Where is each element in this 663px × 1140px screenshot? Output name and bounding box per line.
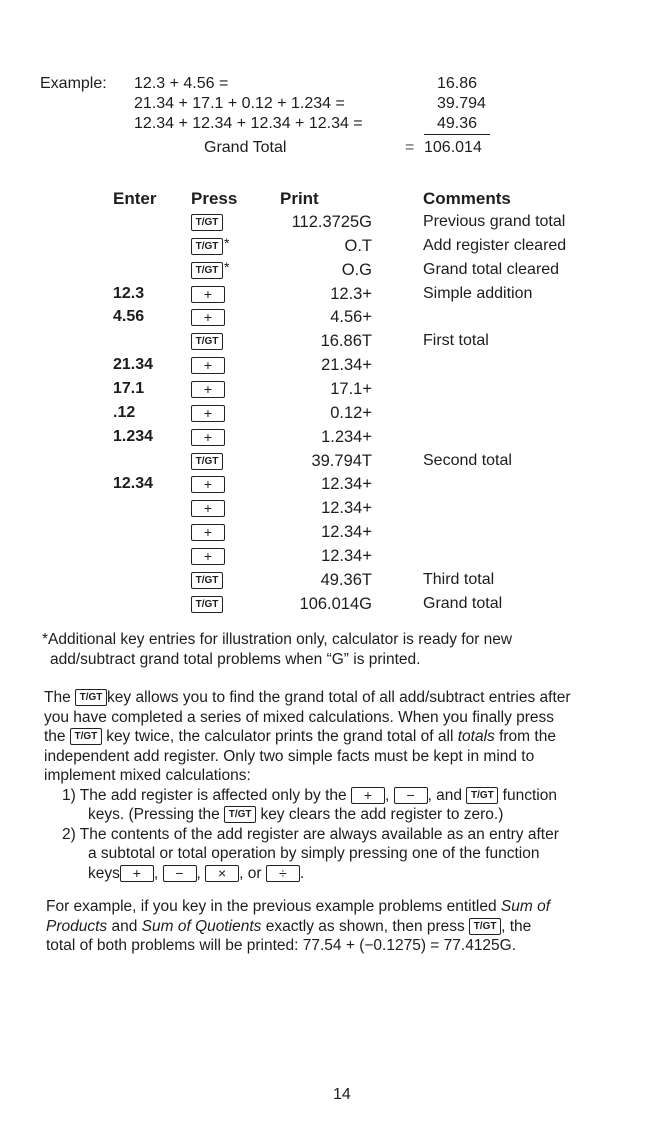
p2-text-a: For example, if you key in the previous example problems entitled: [46, 898, 497, 915]
tgt-key-icon: T/GT: [469, 918, 501, 935]
comment-text: Simple addition: [423, 285, 533, 302]
p1-text-a: The: [44, 689, 71, 706]
print-value: 12.34+: [321, 499, 372, 517]
item2-or: , or: [239, 864, 262, 882]
item1-text-b: function: [502, 786, 557, 804]
plus-key-icon: +: [191, 500, 225, 517]
plus-key-icon: +: [191, 381, 225, 398]
example-result-2: 39.794: [437, 95, 486, 112]
enter-value: 1.234: [113, 428, 154, 445]
print-value: 112.3725G: [291, 213, 372, 231]
header-enter: Enter: [113, 189, 157, 208]
plus-key-icon: +: [351, 787, 385, 804]
item1-text-a: 1) The add register is affected only by the: [62, 786, 347, 804]
tgt-key-icon: T/GT: [191, 238, 223, 255]
footnote-marker: *: [224, 235, 230, 251]
grand-total-label: Grand Total: [204, 139, 287, 156]
print-value: 106.014G: [299, 595, 372, 613]
example-expr-3: 12.34 + 12.34 + 12.34 + 12.34 =: [134, 115, 363, 132]
print-value: 17.1+: [330, 380, 372, 398]
example-expr-2: 21.34 + 17.1 + 0.12 + 1.234 =: [134, 95, 345, 112]
tgt-key-icon: T/GT: [191, 262, 223, 279]
print-value: 21.34+: [321, 356, 372, 374]
tgt-key-icon: T/GT: [466, 787, 498, 804]
header-comments: Comments: [423, 189, 511, 208]
print-value: 49.36T: [320, 571, 372, 589]
print-value: 4.56+: [330, 308, 372, 326]
footnote-line-2: add/subtract grand total problems when “G” is printed.: [50, 650, 421, 668]
grand-total-value: 106.014: [424, 139, 482, 156]
enter-value: 21.34: [113, 356, 154, 373]
p2-products: Products: [46, 917, 108, 935]
plus-key-icon: +: [191, 309, 225, 326]
enter-value: 4.56: [113, 308, 145, 325]
p1-line-4: independent add register. Only two simple facts must be kept in mind to: [44, 747, 535, 765]
plus-key-icon: +: [191, 548, 225, 565]
grand-total-eq: =: [405, 139, 415, 156]
p1-line-2: you have completed a series of mixed calculations. When you finally press: [44, 708, 555, 726]
enter-value: 17.1: [113, 380, 145, 397]
plus-key-icon: +: [191, 429, 225, 446]
item1-line2-a: keys. (Pressing the: [88, 806, 220, 823]
comment-text: First total: [423, 332, 489, 349]
footnote: [42, 630, 654, 669]
p2-line-3: total of both problems will be printed: 77.54 + (−0.1275) = 77.4125G.: [46, 937, 517, 954]
tgt-key-icon: T/GT: [191, 596, 223, 613]
tgt-key-icon: T/GT: [75, 689, 107, 706]
p2-sum-of-quotients: Sum of Quotients: [141, 917, 262, 935]
plus-key-icon: +: [120, 865, 154, 882]
print-value: 12.34+: [321, 547, 372, 565]
header-print: Print: [280, 189, 319, 208]
tgt-key-icon: T/GT: [191, 572, 223, 589]
print-value: O.T: [344, 237, 372, 255]
item2-comma-1: ,: [153, 864, 159, 882]
example-label: Example:: [40, 75, 107, 92]
tgt-key-icon: T/GT: [191, 214, 223, 231]
p1-line-5: implement mixed calculations:: [44, 767, 251, 784]
example-result-1: 16.86: [437, 75, 478, 92]
p2-sum-of: Sum of: [500, 898, 551, 915]
minus-key-icon: −: [394, 787, 428, 804]
footnote-line-1: *Additional key entries for illustration only, calculator is ready for new: [42, 631, 513, 648]
item1-line2-b: key clears the add register to zero.): [260, 806, 504, 823]
item2-line-1: 2) The contents of the add register are always available as an entry after: [62, 825, 559, 843]
comment-text: Third total: [423, 571, 495, 588]
minus-key-icon: −: [163, 865, 197, 882]
plus-key-icon: +: [191, 524, 225, 541]
example-result-3: 49.36: [424, 115, 490, 135]
times-key-icon: ×: [205, 865, 239, 882]
item2-end: .: [299, 864, 305, 882]
item2-line-2: a subtotal or total operation by simply pressing one of the function: [88, 845, 540, 862]
plus-key-icon: +: [191, 357, 225, 374]
p1-text-b: key allows you to find the grand total of all add/subtract entries after: [107, 689, 571, 706]
item1-and: , and: [427, 786, 463, 804]
paragraph-tgt-key: [44, 688, 656, 883]
enter-value: .12: [113, 404, 136, 421]
item1-comma: ,: [384, 786, 390, 804]
comment-text: Grand total: [423, 595, 503, 612]
paragraph-example: [46, 897, 658, 956]
p2-and: and: [111, 917, 138, 935]
item2-comma-2: ,: [196, 864, 201, 882]
print-value: 12.34+: [321, 475, 372, 493]
print-value: 16.86T: [320, 332, 372, 350]
plus-key-icon: +: [191, 286, 225, 303]
print-value: 0.12+: [330, 404, 372, 422]
comment-text: Second total: [423, 452, 512, 469]
p1-text-d: key twice, the calculator prints the grand total of all: [106, 728, 454, 745]
p2-text-c: , the: [501, 917, 532, 935]
p2-text-b: exactly as shown, then press: [265, 917, 465, 935]
tgt-key-icon: T/GT: [191, 453, 223, 470]
enter-value: 12.3: [113, 285, 145, 302]
tgt-key-icon: T/GT: [70, 728, 102, 745]
print-value: 39.794T: [311, 452, 372, 470]
example-expr-1: 12.3 + 4.56 =: [134, 75, 229, 92]
p1-text-totals: totals: [457, 728, 495, 745]
plus-key-icon: +: [191, 476, 225, 493]
page-number: 14: [333, 1086, 351, 1103]
comment-text: Add register cleared: [423, 237, 567, 254]
item2-keys: keys: [88, 864, 120, 882]
enter-value: 12.34: [113, 475, 154, 492]
print-value: O.G: [341, 261, 372, 279]
header-press: Press: [191, 189, 238, 208]
tgt-key-icon: T/GT: [224, 806, 256, 823]
print-value: 1.234+: [321, 428, 372, 446]
print-value: 12.3+: [330, 285, 372, 303]
divide-key-icon: ÷: [266, 865, 300, 882]
tgt-key-icon: T/GT: [191, 333, 223, 350]
comment-text: Previous grand total: [423, 213, 566, 230]
p1-text-c: the: [44, 728, 66, 745]
plus-key-icon: +: [191, 405, 225, 422]
comment-text: Grand total cleared: [423, 261, 560, 278]
print-value: 12.34+: [321, 523, 372, 541]
p1-text-e: from the: [499, 728, 556, 745]
footnote-marker: *: [224, 259, 230, 275]
